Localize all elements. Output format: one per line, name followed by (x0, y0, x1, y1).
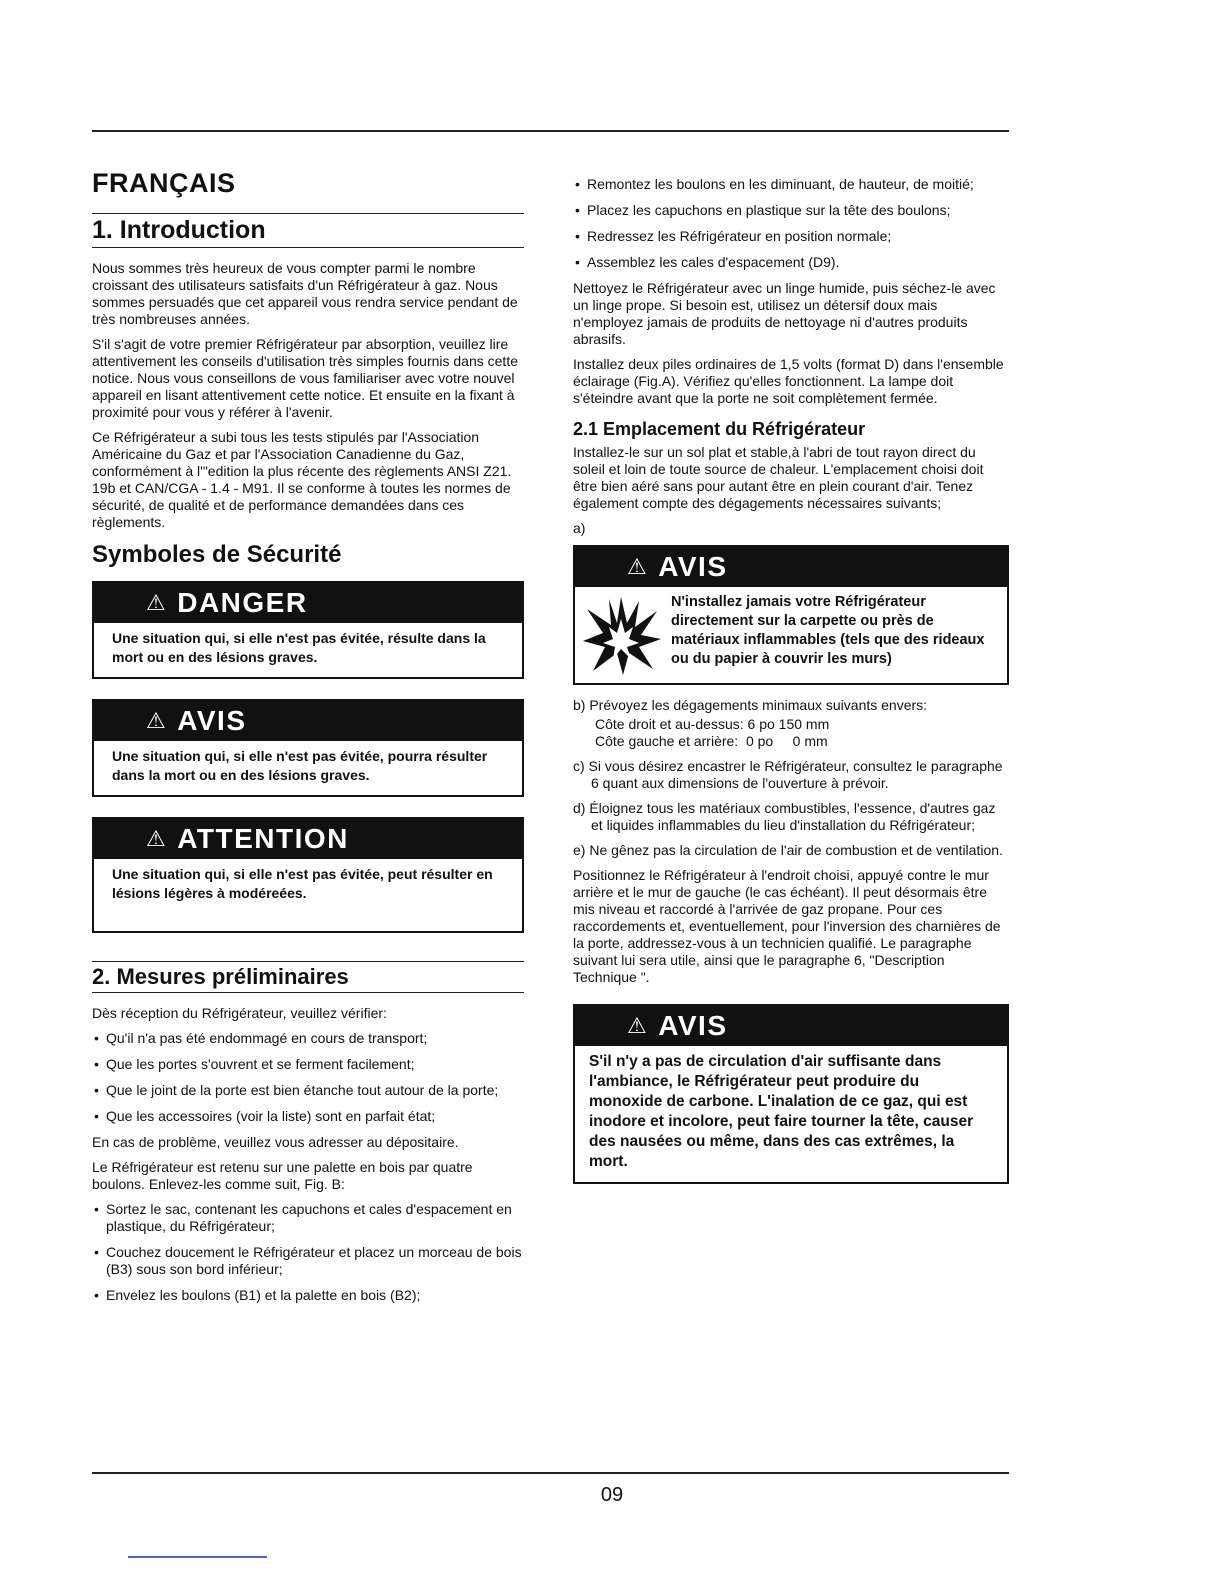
intro-title: 1. Introduction (92, 213, 524, 248)
flame-hazard-icon (579, 593, 663, 677)
intro-paragraph: S'il s'agit de votre premier Réfrigérateur par absorption, veuillez lire attentivement les conseils d'utilisation très simples fournis dans cette notice. Nous vous conseillons de vous familiariser avec votre nouvel appareil en lisant attentivement cette notice. Et ensuite en la fixant à proximité pour vous y référer à l'avenir. (92, 336, 518, 420)
prelim-checklist (92, 1030, 524, 1125)
item-d: d) Éloignez tous les matériaux combustibles, l'essence, d'autres gaz et liquides inflammables du lieu d'installation du Réfrigérateur; (573, 800, 996, 833)
reassembly-steps (573, 176, 1009, 271)
item-a: a) (573, 520, 586, 536)
item-b (573, 697, 1009, 714)
danger-box (92, 581, 524, 679)
warning-triangle-icon: ⚠ (627, 1013, 649, 1038)
attention-box (92, 817, 524, 933)
list-item: • Assemblez les cales d'espacement (D9). (573, 254, 1009, 271)
attention-text: Une situation qui, si elle n'est pas évitée, peut résulter en lésions légères à modéreées. (112, 866, 493, 901)
item-c: c) Si vous désirez encastrer le Réfrigérateur, consultez le paragraphe 6 quant aux dimensions de l'ouverture à prévoir. (573, 758, 1003, 791)
list-item: • Redressez les Réfrigérateur en position normale; (573, 228, 1009, 245)
bottom-rule (92, 1472, 1009, 1474)
warning-triangle-icon: ⚠ (627, 554, 649, 579)
avis-co-box (573, 1004, 1009, 1184)
danger-text: Une situation qui, si elle n'est pas évitée, résulte dans la mort ou en des lésions graves. (112, 630, 486, 665)
clean-text: Nettoyez le Réfrigérateur avec un linge humide, puis séchez-le avec un linge prope. Si besoin est, utilisez un détersif doux mais n'employez jamais de produits de nettoyage ni d'autres produits abrasifs. (573, 280, 996, 347)
warning-triangle-icon: ⚠ (146, 590, 168, 615)
attention-label: ATTENTION (177, 823, 349, 854)
avis-fire-header (575, 547, 1007, 587)
avis-fire-label: AVIS (658, 551, 728, 582)
attention-header (94, 819, 522, 859)
list-item: • Que le joint de la porte est bien étanche tout autour de la porte; (92, 1082, 524, 1099)
warning-triangle-icon: ⚠ (146, 826, 168, 851)
avis-fire-text: N'installez jamais votre Réfrigérateur directement sur la carpette ou près de matériaux inflammables (tels que des rideaux ou du papier à couvrir les murs) (671, 594, 985, 667)
list-item: • Remontez les boulons en les diminuant, de hauteur, de moitié; (573, 176, 1009, 193)
item-b-line: Côte gauche et arrière: 0 po 0 mm (595, 733, 828, 749)
avis-co-label: AVIS (658, 1010, 728, 1041)
list-item: • Placez les capuchons en plastique sur la tête des boulons; (573, 202, 1009, 219)
prelim-intro: Dès réception du Réfrigérateur, veuillez vérifier: (92, 1005, 387, 1021)
pallet-text: Le Réfrigérateur est retenu sur une palette en bois par quatre boulons. Enlevez-les comme suit, Fig. B: (92, 1159, 473, 1192)
item-e: e) Ne gênez pas la circulation de l'air de combustion et de ventilation. (573, 842, 1003, 858)
danger-header (94, 583, 522, 623)
avis-fire-box (573, 545, 1009, 685)
danger-label: DANGER (177, 587, 308, 618)
placement-text: Installez-le sur un sol plat et stable,à l'abri de tout rayon direct du soleil et loin de toute source de chaleur. L'emplacement choisi doit être bien aéré sans pour autant être en plein courant d'air. Tenez également compte des dégagements nécessaires suivants; (573, 444, 984, 511)
avis-co-text: S'il n'y a pas de circulation d'air suffisante dans l'ambiance, le Réfrigérateur peut produire du monoxide de carbone. L'inalation de ce gaz, qui est inodore et incolore, peut faire tourner la tête, causer des nausées ou même, dans des cas extrêmes, la mort. (589, 1053, 974, 1170)
avis-box (92, 699, 524, 797)
avis-fire-content (575, 587, 1007, 683)
safety-symbols-title: Symboles de Sécurité (92, 541, 342, 568)
item-b-text: b) Prévoyez les dégagements minimaux suivants envers: (573, 697, 928, 713)
list-item: • Envelez les boulons (B1) et la palette en bois (B2); (92, 1287, 524, 1304)
clearance-list (573, 697, 1009, 859)
list-item: • Qu'il n'a pas été endommagé en cours de transport; (92, 1030, 524, 1047)
intro-paragraph: Ce Réfrigérateur a subi tous les tests stipulés par l'Association Américaine du Gaz et par l'Association Canadienne du Gaz, conformément à l'"edition la plus récente des règlements ANSI Z21. 19b et CAN/CGA - 1.4 - M91. Il se conforme à toutes les normes de sécurité, de qualité et de performance demandées dans ces règlements. (92, 429, 512, 530)
intro-paragraph: Nous sommes très heureux de vous compter parmi le nombre croissant des utilisateurs satisfaits d'un Réfrigérateur à gaz. Nous sommes persuadés que cet appareil vous rendra service pendant de très nombreuses années. (92, 260, 518, 327)
top-rule (92, 130, 1009, 132)
prelim-title: 2. Mesures préliminaires (92, 961, 524, 993)
problem-text: En cas de problème, veuillez vous adresser au dépositaire. (92, 1134, 459, 1150)
list-item: • Couchez doucement le Réfrigérateur et placez un morceau de bois (B3) sous son bord inférieur; (92, 1244, 524, 1278)
avis-co-header (575, 1006, 1007, 1046)
placement-title: 2.1 Emplacement du Réfrigérateur (573, 419, 866, 439)
warning-triangle-icon: ⚠ (146, 708, 168, 733)
left-column (92, 160, 524, 1313)
pallet-steps (92, 1201, 524, 1304)
language-title: FRANÇAIS (92, 168, 236, 198)
avis-label: AVIS (177, 705, 247, 736)
avis-text: Une situation qui, si elle n'est pas évitée, pourra résulter dans la mort ou en des lésions graves. (112, 748, 488, 783)
list-item: • Que les accessoires (voir la liste) sont en parfait état; (92, 1108, 524, 1125)
item-b-line: Côte droit et au-dessus: 6 po 150 mm (595, 716, 830, 732)
list-item: • Que les portes s'ouvrent et se ferment facilement; (92, 1056, 524, 1073)
footer-underline (128, 1556, 267, 1558)
page-number: 09 (600, 1484, 624, 1506)
avis-header (94, 701, 522, 741)
battery-text: Installez deux piles ordinaires de 1,5 volts (format D) dans l'ensemble éclairage (Fig.A). Vérifiez qu'elles fonctionnent. La lampe doit s'éteindre avant que la porte ne soit complètement fermée. (573, 356, 1004, 406)
right-column (573, 176, 1009, 1204)
position-text: Positionnez le Réfrigérateur à l'endroit choisi, appuyé contre le mur arrière et le mur de gauche (le cas échéant). Il peut désormais être mis niveau et raccordé à l'arrivée de gaz propane. Pour ces raccordements et, eventuellement, pour l'inversion des charnières de la porte, addressez-vous à un technicien qualifié. Le paragraphe suivant lui sera utile, ainsi que le paragraphe 6, "Description Technique ". (573, 867, 1001, 985)
list-item: • Sortez le sac, contenant les capuchons et cales d'espacement en plastique, du Réfrigérateur; (92, 1201, 524, 1235)
